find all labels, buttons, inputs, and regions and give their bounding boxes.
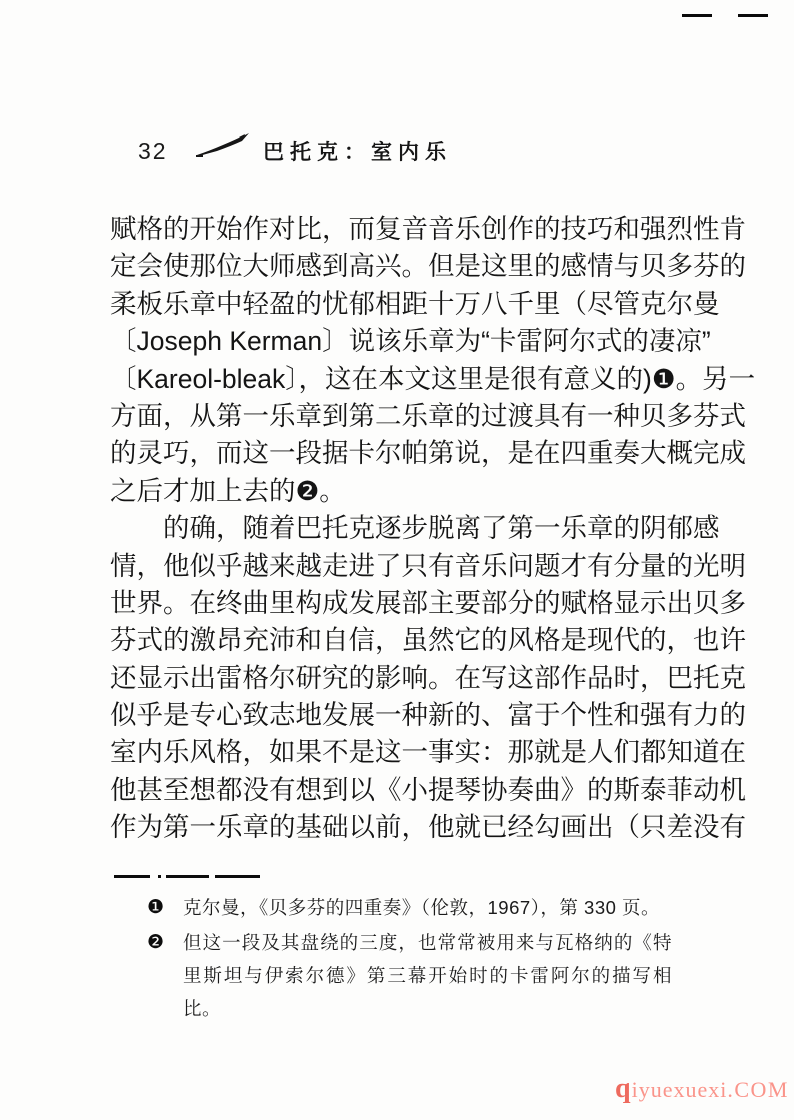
footnote-2: [147, 926, 672, 1025]
body-line: 作为第一乐章的基础以前，他就已经勾画出（只差没有: [110, 812, 746, 843]
separator-segment: [158, 875, 161, 878]
body-line: 方面，从第一乐章到第二乐章的过渡具有一种贝多芬式: [110, 400, 746, 431]
separator-segment: [215, 875, 260, 878]
body-line: 他甚至想都没有想到以《小提琴协奏曲》的斯泰菲动机: [110, 774, 746, 805]
chapter-title: 巴托克：室内乐: [263, 140, 452, 164]
scan-dash: [682, 14, 712, 17]
body-line: 定会使那位大师感到高兴。但是这里的感情与贝多芬的: [110, 251, 746, 282]
body-line: 之后才加上去的❷。: [110, 475, 346, 506]
body-line: 柔板乐章中轻盈的忧郁相距十万八千里（尽管克尔曼: [110, 288, 720, 319]
watermark-text: iyuexuexi: [631, 1077, 728, 1102]
body-line: 世界。在终曲里构成发展部主要部分的赋格显示出贝多: [110, 587, 746, 618]
footnote-marker-2: ❷: [147, 932, 165, 953]
page-number: 32: [138, 138, 168, 164]
body-line: 情，他似乎越来越走进了只有音乐问题才有分量的光明: [110, 550, 746, 581]
footnote-1: [147, 891, 672, 924]
body-line-paragraph-start: 的确，随着巴托克逐步脱离了第一乐章的阴郁感: [163, 513, 720, 544]
scan-dash: [738, 14, 768, 17]
pen-icon: [195, 132, 253, 160]
separator-segment: [166, 875, 209, 878]
footnote-marker-1: ❶: [147, 897, 165, 918]
body-line: 室内乐风格，如果不是这一事实：那就是人们都知道在: [110, 737, 746, 768]
body-line: 似乎是专心致志地发展一种新的、富于个性和强有力的: [110, 700, 746, 731]
footnotes: [147, 891, 672, 1027]
body-line: 赋格的开始作对比，而复音音乐创作的技巧和强烈性肯: [110, 214, 746, 244]
body-line: 〔Joseph Kerman〕说该乐章为“卡雷阿尔式的凄凉”: [110, 326, 711, 357]
watermark-domain-suffix: .COM: [727, 1077, 789, 1102]
scan-artifact-dashes: [682, 14, 768, 17]
body-line: 还显示出雷格尔研究的影响。在写这部作品时，巴托克: [110, 662, 746, 693]
body-text: [110, 211, 756, 847]
separator-segment: [114, 875, 150, 878]
footnote-text-1: 克尔曼，《贝多芬的四重奏》（伦敦，1967），第 330 页。: [183, 897, 661, 918]
body-line: 〔Kareol-bleak〕，这在本文这里是很有意义的)❶。另一: [110, 363, 756, 394]
body-line: 的灵巧，而这一段据卡尔帕第说，是在四重奏大概完成: [110, 438, 746, 469]
watermark-lead: q: [615, 1073, 632, 1104]
footnote-text-2: 但这一段及其盘绕的三度，也常常被用来与瓦格纳的《特里斯坦与伊索尔德》第三幕开始时的卡雷阿尔的描写相比。: [183, 932, 672, 1019]
watermark: [615, 1073, 789, 1105]
footnote-separator: [114, 875, 260, 878]
body-line: 芬式的激昂充沛和自信，虽然它的风格是现代的，也许: [110, 625, 746, 656]
